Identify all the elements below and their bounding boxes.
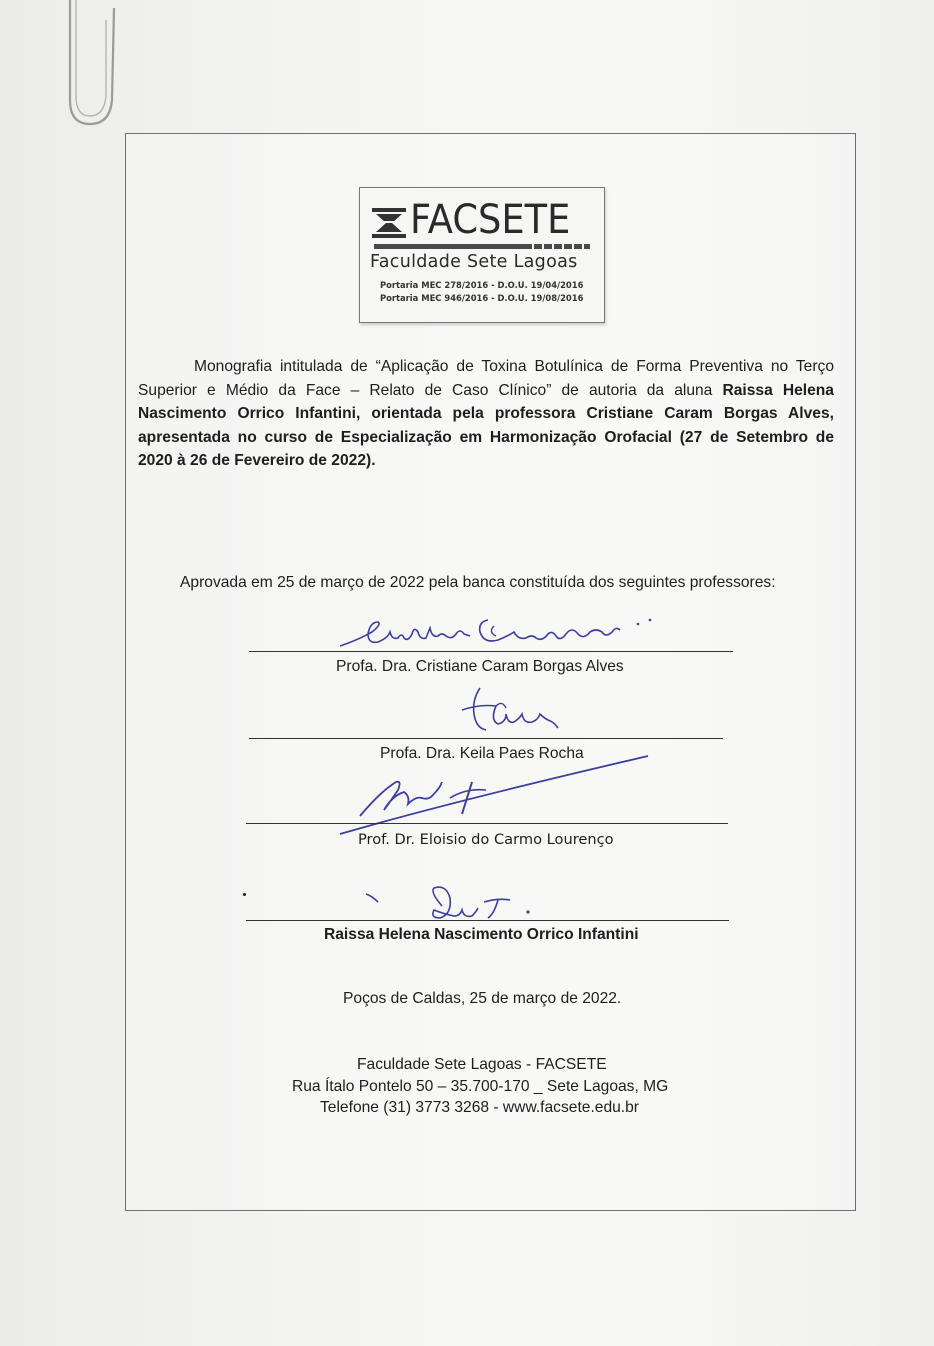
footer-line-3: Telefone (31) 3773 3268 - www.facsete.edu.br: [320, 1099, 640, 1116]
advisor-name: Cristiane Caram Borgas Alves: [586, 405, 830, 422]
facsete-logo: [359, 187, 605, 323]
ink-dot: [243, 893, 246, 896]
signature-line-4: [246, 920, 729, 921]
approval-statement: Aprovada em 25 de março de 2022 pela banca constituída dos seguintes professores:: [180, 574, 776, 591]
facsete-emblem-icon: [372, 208, 406, 238]
paperclip-icon: [56, 0, 126, 132]
paragraph-intro: Monografia intitulada de “Aplicação de Toxina Botulínica de Forma Preventiva no Terço Superior e Médio da Face – Relato de Caso Clínico” de autoria da aluna: [138, 358, 834, 399]
signature-line-3: [246, 823, 728, 824]
signature-raissa: [364, 884, 544, 924]
signatory-name-1: Profa. Dra. Cristiane Caram Borgas Alves: [336, 658, 624, 675]
signature-cristiane: [338, 610, 668, 654]
signatory-name-2: Profa. Dra. Keila Paes Rocha: [380, 745, 584, 762]
logo-name: FACSETE: [410, 197, 571, 243]
logo-divider-bar: [374, 244, 594, 250]
logo-subtitle: Faculdade Sete Lagoas: [370, 252, 578, 272]
paragraph-course: , apresentada no curso de Especialização em Harmonização Orofacial (27 de Setembro de 2020 à 26 de Fevereiro de 2022).: [138, 405, 834, 469]
signature-line-2: [249, 738, 723, 739]
logo-portaria-2: Portaria MEC 946/2016 - D.O.U. 19/08/2016: [380, 293, 584, 303]
signature-line-1: [249, 651, 733, 652]
paragraph-advisor-intro: , orientada pela professora: [355, 405, 587, 422]
footer-line-2: Rua Ítalo Pontelo 50 – 35.700-170 _ Sete Lagoas, MG: [292, 1078, 669, 1095]
signature-keila: [450, 684, 570, 740]
signatory-name-3: Prof. Dr. Eloisio do Carmo Lourenço: [358, 831, 614, 848]
logo-portaria-1: Portaria MEC 278/2016 - D.O.U. 19/04/2016: [380, 280, 584, 290]
student-name: Raissa Helena Nascimento Orrico Infantini: [138, 381, 834, 422]
place-and-date: Poços de Caldas, 25 de março de 2022.: [343, 990, 622, 1007]
footer-line-1: Faculdade Sete Lagoas - FACSETE: [357, 1056, 607, 1073]
signatory-name-4: Raissa Helena Nascimento Orrico Infantini: [324, 926, 639, 943]
monograph-paragraph: [138, 355, 834, 473]
